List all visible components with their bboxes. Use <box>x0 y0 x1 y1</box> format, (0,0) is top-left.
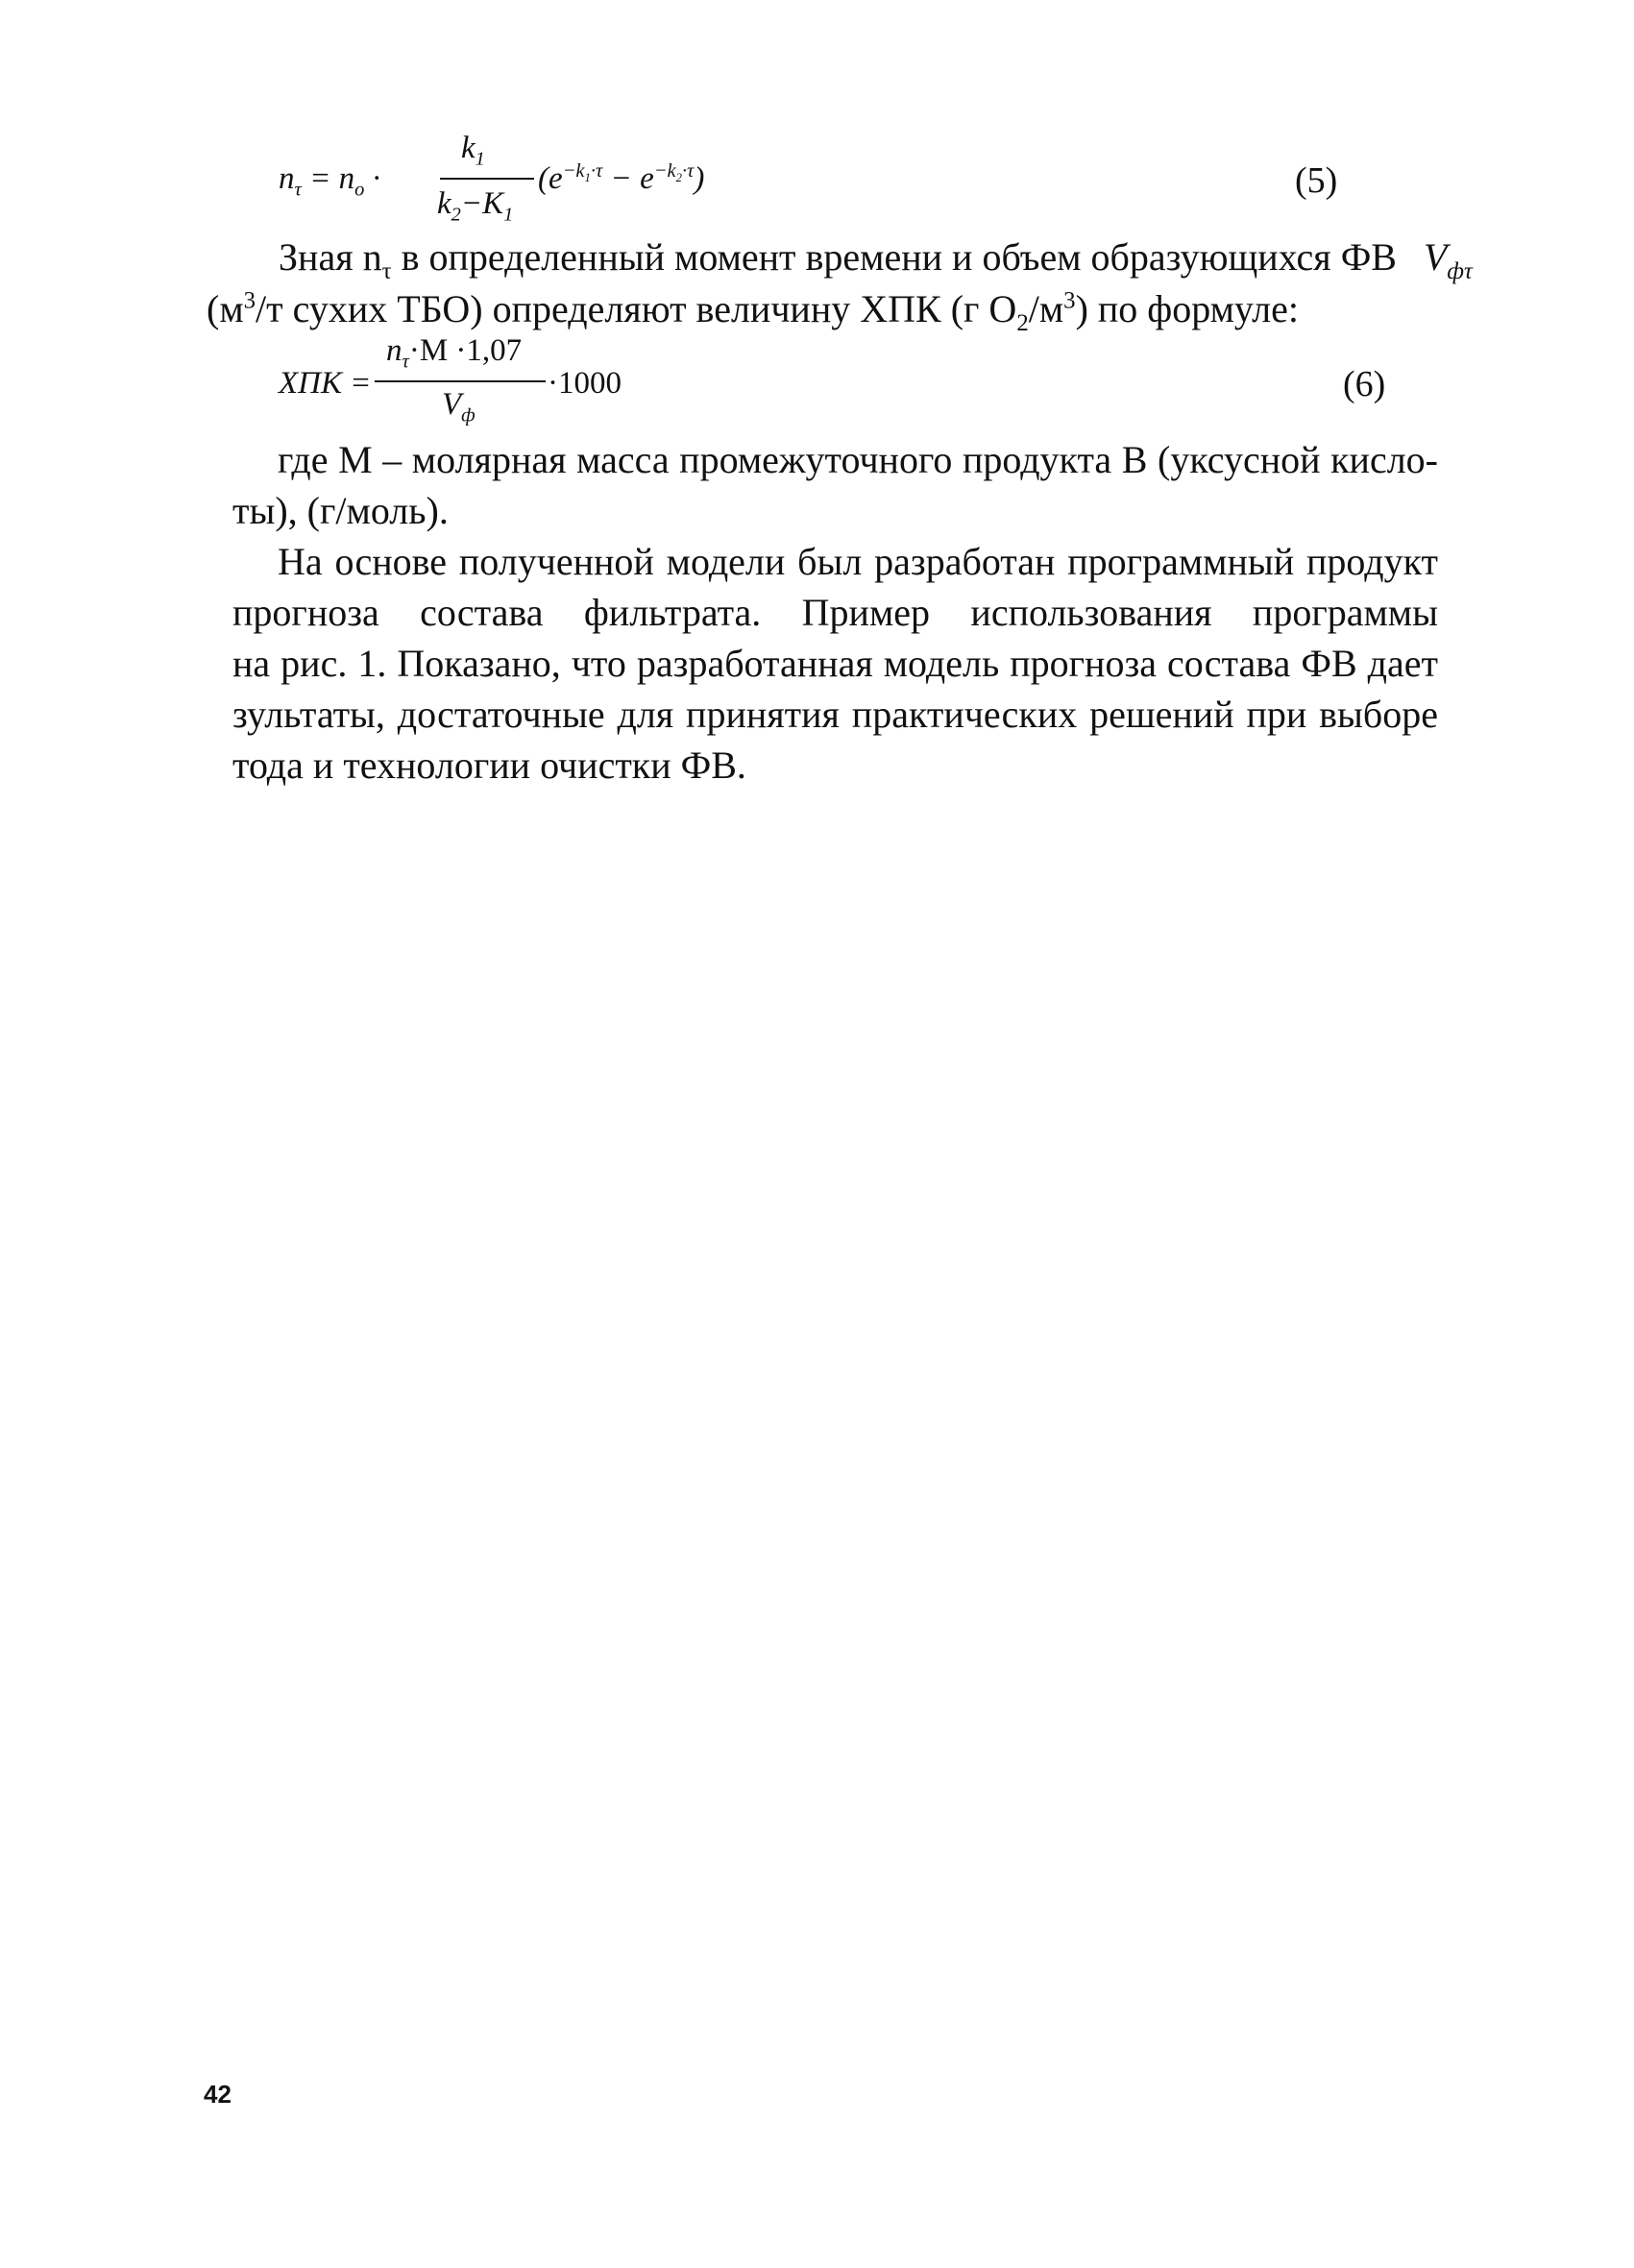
formula-5 <box>279 125 874 231</box>
paragraph-line: на рис. 1. Показано, что разработанная модель прогноза состава ФВ дает <box>232 642 1438 685</box>
equation-number-5: (5) <box>1295 160 1338 201</box>
formula-6-lhs: ХПК = <box>279 366 372 401</box>
formula-5-exponentials: $(e^{-k_1\cdot\tau} - e^{-k_2\cdot\tau})$ <box>538 160 705 196</box>
text-line-1: Зная $n_\tau$ в определенный момент времени и объем образующихся ФВ $V_{ф\tau}$ <box>279 235 1473 284</box>
paragraph-line: ты), (г/моль). <box>232 489 449 532</box>
vf-symbol: $V_{ф\tau}$ <box>1423 235 1473 284</box>
text-line-2: ($м^3/т$ сухих ТБО) определяют величину ХПК (г $О_2/м^3$) по формуле: <box>207 287 1299 336</box>
paragraph-definition <box>232 434 1438 536</box>
page-number: 42 <box>204 2080 232 2109</box>
formula-6-denominator: $V_ф$ <box>442 387 476 427</box>
formula-6-multiplier: ·1000 <box>548 366 622 401</box>
paragraph-line: На основе полученной модели был разработан программный продукт <box>278 540 1438 583</box>
formula-6-fraction-bar <box>375 380 546 382</box>
paragraph-line: где M – молярная масса промежуточного продукта В (уксусной кисло- <box>278 438 1438 481</box>
paragraph-main <box>232 536 1438 791</box>
formula-5-numerator: $k_1$ <box>461 131 485 170</box>
paragraph-line: тода и технологии очистки ФВ. <box>232 744 746 787</box>
formula-5-denominator: $k_2-K_1$ <box>437 186 514 226</box>
formula-6-numerator: $n_\tau\cdot M \cdot 1,07$ <box>386 333 523 373</box>
formula-5-fraction-bar <box>440 178 534 180</box>
paragraph-line: прогноза состава фильтрата. Пример использования программы <box>232 591 1438 634</box>
equation-number-6: (6) <box>1343 364 1386 404</box>
formula-6 <box>279 331 682 437</box>
formula-5-lhs: $n_\tau = n_o$ · <box>279 161 380 201</box>
paragraph-line: зультаты, достаточные для принятия практических решений при выборе <box>232 693 1438 736</box>
